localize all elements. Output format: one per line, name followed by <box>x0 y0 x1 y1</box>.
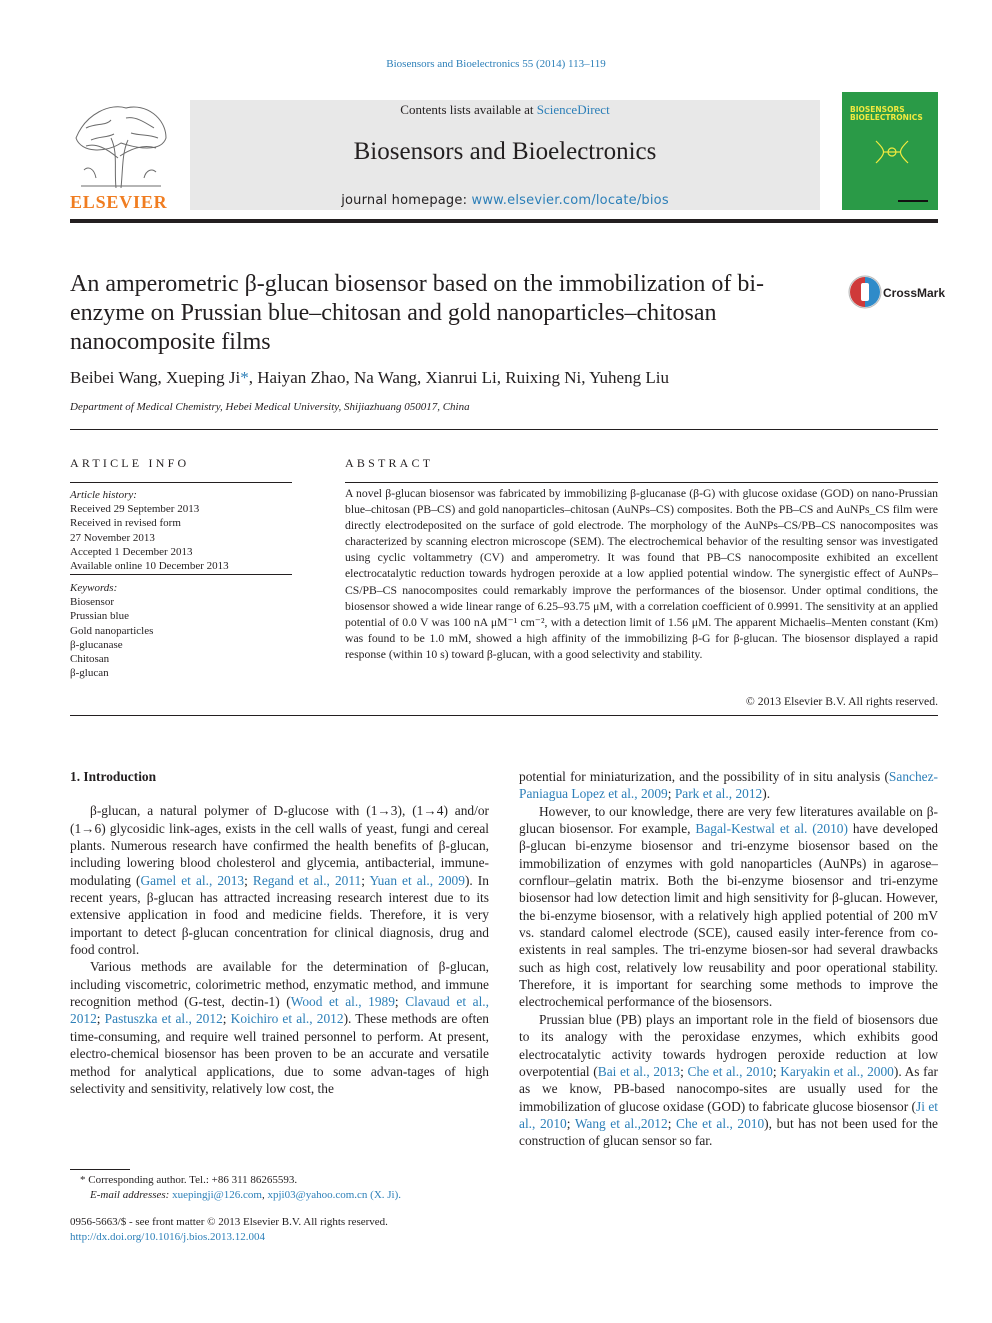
history-item: 27 November 2013 <box>70 531 155 544</box>
issn-line: 0956-5663/$ - see front matter © 2013 Elsevier B.V. All rights reserved. <box>70 1216 388 1228</box>
paragraph <box>70 958 489 1097</box>
reference-link[interactable]: Regand et al., 2011 <box>252 872 362 888</box>
reference-link[interactable]: Karyakin et al., 2000 <box>780 1063 894 1079</box>
doi-link[interactable]: http://dx.doi.org/10.1016/j.bios.2013.12.004 <box>70 1231 266 1243</box>
paragraph <box>519 768 938 803</box>
text-run: , <box>261 1189 268 1201</box>
text-run: Various methods are available for the determination of β-glucan, including viscometric, colorimetric method, enzymatic method, and immune recognition method (G-test, dectin-1) ( <box>70 959 489 1010</box>
elsevier-wordmark: ELSEVIER <box>70 192 168 212</box>
text-run: ; <box>361 872 370 888</box>
cover-graphic-icon <box>872 137 912 167</box>
email-line <box>70 1188 489 1203</box>
cover-bar <box>898 200 928 202</box>
homepage-prefix: journal homepage: <box>341 193 472 208</box>
text-run: potential for miniaturization, and the possibility of in situ analysis ( <box>519 769 889 784</box>
article-info-heading: ARTICLE INFO <box>70 456 190 470</box>
history-item: Received in revised form <box>70 517 181 530</box>
divider <box>70 574 292 575</box>
history-label: Article history: <box>70 489 137 501</box>
text-run: ; <box>667 786 675 802</box>
abstract-copyright: © 2013 Elsevier B.V. All rights reserved. <box>745 695 938 708</box>
body-column-left <box>70 768 489 1097</box>
history-item: Available online 10 December 2013 <box>70 560 229 573</box>
front-matter-meta <box>70 1215 489 1245</box>
reference-link[interactable]: Wang et al.,2012 <box>574 1115 668 1131</box>
journal-title: Biosensors and Bioelectronics <box>353 138 657 165</box>
text-run: ; <box>667 1115 677 1131</box>
keyword: β-glucan <box>70 667 109 680</box>
homepage-link[interactable]: www.elsevier.com/locate/bios <box>471 193 669 208</box>
keyword: Chitosan <box>70 653 110 666</box>
text-run: ). In recent years, β-glucan has attracted increasing research interest due to its extensive application in food and medicine fields. Therefore, it is very important to detect β-glucan concentration for clinical diagnosis, drug and food control. <box>70 872 489 958</box>
reference-link[interactable]: Che et al., 2010 <box>687 1063 773 1079</box>
corresponding-author-marker[interactable]: * <box>240 368 249 387</box>
footnotes <box>70 1173 489 1203</box>
authors-part-2: , Haiyan Zhao, Na Wang, Xianrui Li, Ruixing Ni, Yuheng Liu <box>248 368 669 387</box>
article-history <box>70 488 295 573</box>
keyword: Biosensor <box>70 596 114 609</box>
keyword: Prussian blue <box>70 610 129 623</box>
affiliation: Department of Medical Chemistry, Hebei Medical University, Shijiazhuang 050017, China <box>70 401 470 413</box>
divider <box>70 715 938 716</box>
text-run: ; <box>244 872 253 888</box>
reference-link[interactable]: Bagal-Kestwal et al. (2010) <box>695 821 848 837</box>
contents-line <box>190 102 820 118</box>
paragraph <box>519 803 938 1011</box>
history-item: Accepted 1 December 2013 <box>70 545 193 558</box>
reference-link[interactable]: Koichiro et al., 2012 <box>230 1011 344 1027</box>
reference-link[interactable]: Sanchez-Paniagua Lopez et al., 2009 <box>519 769 938 802</box>
reference-link[interactable]: Wood et al., 1989 <box>290 994 395 1010</box>
keywords-label: Keywords: <box>70 582 118 594</box>
keywords <box>70 581 295 680</box>
paragraph <box>519 1011 938 1150</box>
crossmark-label[interactable]: CrossMark <box>883 286 946 300</box>
sciencedirect-link[interactable]: ScienceDirect <box>536 102 610 117</box>
text-run: ). <box>762 786 771 802</box>
section-heading-introduction: 1. Introduction <box>70 769 157 784</box>
cover-title: BIOSENSORS BIOELECTRONICS <box>850 105 923 122</box>
text-run: ; <box>772 1063 781 1079</box>
author-list <box>70 368 938 388</box>
text-run: ; <box>680 1063 688 1079</box>
reference-link[interactable]: Yuan et al., 2009 <box>369 872 465 888</box>
text-run: ; <box>222 1011 231 1027</box>
email-link[interactable]: xuepingji@126.com <box>172 1189 262 1201</box>
divider <box>70 429 938 430</box>
text-run: β-glucan, a natural polymer of D-glucose with (1→3), (1→4) and/or (1→6) glycosidic link-ages, exists in the cell walls of yeast, fungi and cereal plants. Numerous research have confirmed the health benefits of β-glucan, including lowering blood cholesterol and glycemia, antibacterial, immune-modulating ( <box>70 803 489 888</box>
crossmark-icon <box>847 274 883 310</box>
keyword: Gold nanoparticles <box>70 624 154 637</box>
reference-link[interactable]: Bai et al., 2013 <box>597 1063 681 1079</box>
history-item: Received 29 September 2013 <box>70 503 200 516</box>
reference-link[interactable]: Park et al., 2012 <box>674 786 763 802</box>
keyword: β-glucanase <box>70 638 123 651</box>
text-run: ). These methods are often time-consuming, and require well trained personnel to perform. At present, electro-chemical biosensor has been proven to be an accurate and versatile method for analytical applications, due to some advan-tages of high selectivity and sensitivity, relatively low cost, the <box>70 1011 489 1096</box>
reference-link[interactable]: Che et al., 2010 <box>676 1115 765 1131</box>
paragraph <box>70 802 489 958</box>
email-label: E-mail addresses: <box>90 1189 173 1201</box>
text-run: ; <box>566 1115 575 1131</box>
homepage-line <box>190 193 820 208</box>
divider <box>345 482 938 483</box>
journal-cover-thumbnail[interactable] <box>842 92 938 210</box>
footnote-rule <box>70 1169 130 1170</box>
paper-title: An amperometric β-glucan biosensor based on the immobilization of bi-enzyme on Prussian blue–chitosan and gold nanoparticles–chitosan nanocomposite films <box>70 271 765 355</box>
email-link[interactable]: xpji03@yahoo.com.cn (X. Ji). <box>267 1189 402 1201</box>
corresponding-author-note: * Corresponding author. Tel.: +86 311 86265593. <box>80 1174 298 1186</box>
text-run: ). As far as we know, PB-based nanocompo-sites are usually used for the immobilization of glucose oxidase (GOD) to fabricate glucose biosensor ( <box>519 1063 938 1114</box>
reference-link[interactable]: Pastuszka et al., 2012 <box>104 1011 223 1027</box>
text-run: However, to our knowledge, there are very few literatures available on β-glucan biosensor. For example, <box>519 803 938 837</box>
header-rule <box>70 219 938 223</box>
text-run: have developed β-glucan bi-enzyme biosensor and tri-enzyme biosensor based on the immobilization of enzymes with gold nanoparticles (AuNPs) in agarose–cornflour–gelatin matrix. Both the bi-enzyme biosensor and tri-enzyme biosensor had low detection limit and high sensitivity for β-glucan. However, the bi-enzyme biosensor, with a relatively high applied potential of 200 mV vs. standard calomel electrode (SCE), caused easily inter-ference from co-existents in real samples. The tri-enzyme biosen-sor had several drawbacks such as high cost, relatively low reusability and poor operational stability. Therefore, it is important for searching some methods to improve the electrochemical performance of the biosensors. <box>519 821 939 1010</box>
divider <box>70 482 292 483</box>
reference-link[interactable]: Ji et al., 2010 <box>519 1098 938 1131</box>
text-run: ; <box>394 994 406 1010</box>
reference-link[interactable]: Gamel et al., 2013 <box>140 872 245 888</box>
reference-link[interactable]: Clavaud et al., 2012 <box>70 994 490 1027</box>
contents-prefix: Contents lists available at <box>400 102 537 117</box>
abstract-text: A novel β-glucan biosensor was fabricated by immobilizing β-glucanase (β-G) with glucose oxidase (GOD) on nano-Prussian blue–chitosan (PB–CS) and gold nanoparticles–chitosan (AuNPs–CS) composites. Both the PB–CS and AuNPs_CS film were directly electrodeposited on the surface of gold electrode. The morphology of the AuNPs–CS/PB–CS nanocomposites was characterized by scanning electron microscope (SEM). The electrochemical behavior of the resulting sensor was investigated using cyclic voltammetry (CV) and amperometry. It was found that PB–CS nanocomposite exhibited an excellent electrocatalytic reduction towards hydrogen peroxide at a low applied potential window. The synergistic effect of AuNPs–CS/PB–CS nanocomposites could remarkably improve the performances of the biosensor. Under optimal conditions, the biosensor showed a wide linear range of 6.25–93.75 μM, with a correlation coefficient of 0.9991. The sensitivity at an applied potential of 0.0 V was 100 nA μM⁻¹ cm⁻², with a detection limit of 1.56 μM. The apparent Michaelis–Menten constant (Km) was found to be 1.0 mM, showed a high affinity of the immobilizing β-G for β-glucan. The biosensor displayed a rapid response (within 10 s) toward β-glucan, with a good selectivity and stability. <box>345 487 938 661</box>
body-column-right <box>519 768 938 1150</box>
text-run: ; <box>96 1011 105 1027</box>
authors-part-1: Beibei Wang, Xueping Ji <box>70 368 241 387</box>
journal-citation[interactable]: Biosensors and Bioelectronics 55 (2014) 113–119 <box>386 58 606 70</box>
text-run: Prussian blue (PB) plays an important role in the field of biosensors due to its analogy with the peroxidase enzymes, which exhibits good electrocatalytic activity towards hydrogen peroxide reduction at low overpotential ( <box>519 1011 938 1079</box>
text-run: ), but has not been used for the construction of glucan sensor so far. <box>519 1115 938 1149</box>
abstract-heading: ABSTRACT <box>345 456 434 470</box>
